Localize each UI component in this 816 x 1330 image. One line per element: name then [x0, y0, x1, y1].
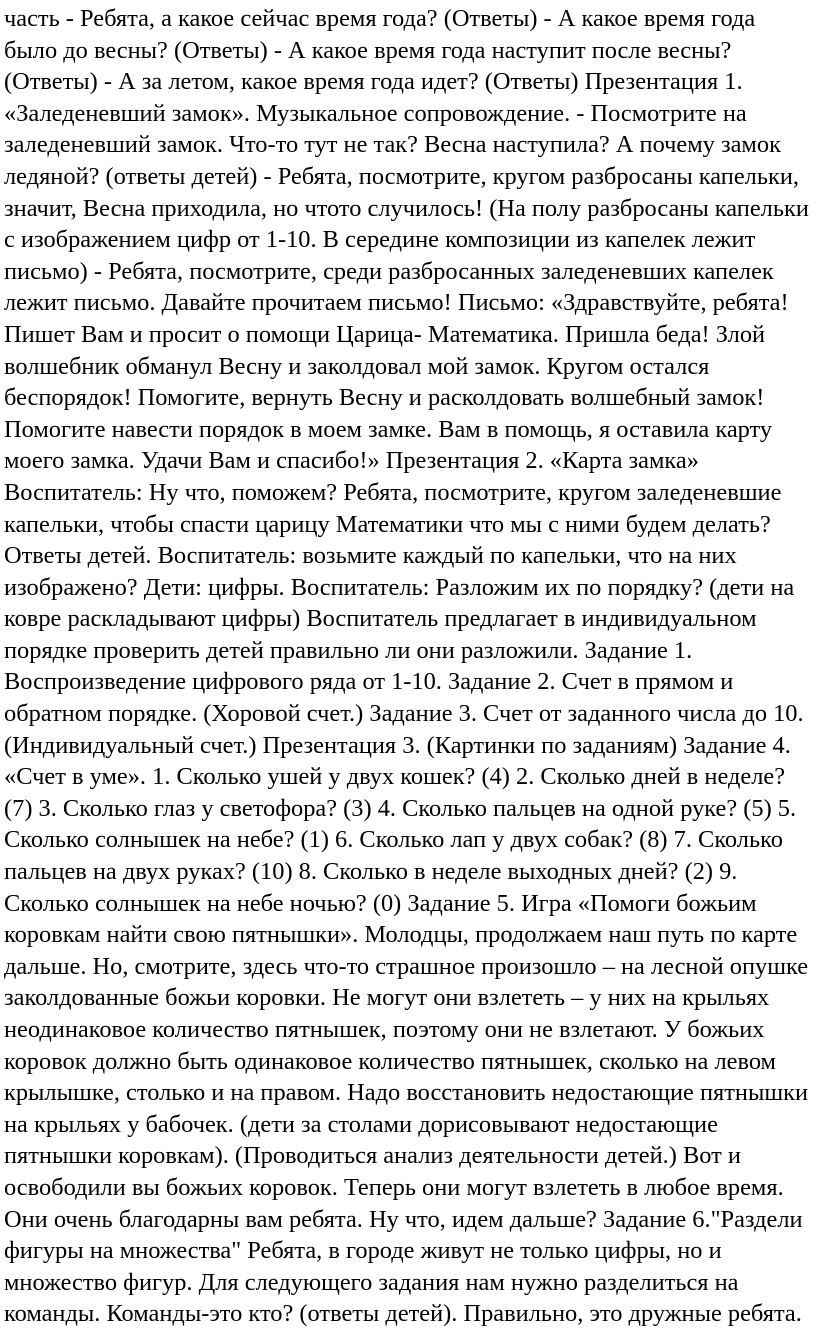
text-line: Ответы детей. Воспитатель: возьмите каждый по капельки, что на них [4, 542, 737, 570]
text-line: заколдованные божьи коровки. Не могут они взлететь – у них на крыльях [4, 984, 770, 1012]
text-line: пятнышки коровкам). (Проводиться анализ деятельности детей.) Вот и [4, 1142, 741, 1170]
text-line: Воспитатель: Ну что, поможем? Ребята, посмотрите, кругом заледеневшие [4, 478, 782, 506]
text-line: освободили вы божьих коровок. Теперь они могут взлететь в любое время. [4, 1173, 784, 1201]
text-line: Воспроизведение цифрового ряда от 1-10. Задание 2. Счет в прямом и [4, 668, 734, 696]
text-line: обратном порядке. (Хоровой счет.) Задание 3. Счет от заданного числа до 10. [4, 700, 804, 728]
text-line: крылышке, столько и на правом. Надо восстановить недостающие пятнышки [4, 1079, 809, 1107]
text-line: пальцев на двух руках? (10) 8. Сколько в неделе выходных дней? (2) 9. [4, 858, 738, 886]
text-line: (Ответы) - А за летом, какое время года идет? (Ответы) Презентация 1. [4, 68, 743, 96]
text-line: было до весны? (Ответы) - А какое время года наступит после весны? [4, 36, 732, 64]
text-line: волшебник обманул Весну и заколдовал мой замок. Кругом остался [4, 352, 710, 380]
text-line: (Индивидуальный счет.) Презентация 3. (Картинки по заданиям) Задание 4. [4, 731, 791, 759]
text-line: значит, Весна приходила, но чтото случилось! (На полу разбросаны капельки [4, 194, 809, 222]
text-line: порядке проверить детей правильно ли они разложили. Задание 1. [4, 636, 693, 664]
text-line: дальше. Но, смотрите, здесь что-то страшное произошло – на лесной опушке [4, 952, 809, 980]
text-line: коровок должно быть одинаковое количество пятнышек, сколько на левом [4, 1047, 776, 1075]
text-line: ледяной? (ответы детей) - Ребята, посмотрите, кругом разбросаны капельки, [4, 162, 799, 190]
text-line: Сколько солнышек на небе ночью? (0) Задание 5. Игра «Помоги божьим [4, 889, 757, 917]
text-line: лежит письмо. Давайте прочитаем письмо! Письмо: «Здравствуйте, ребята! [4, 289, 789, 317]
text-line: Сколько солнышек на небе? (1) 6. Сколько лап у двух собак? (8) 7. Сколько [4, 826, 783, 854]
text-line: фигуры на множества" Ребята, в городе живут не только цифры, но и [4, 1237, 722, 1265]
text-line: «Заледеневший замок». Музыкальное сопровождение. - Посмотрите на [4, 99, 747, 127]
text-line: капельки, чтобы спасти царицу Математики что мы с ними будем делать? [4, 510, 771, 538]
text-line: на крыльях у бабочек. (дети за столами дорисовывают недостающие [4, 1110, 718, 1138]
text-line: с изображением цифр от 1-10. В середине композиции из капелек лежит [4, 226, 756, 254]
text-line: неодинаковое количество пятнышек, поэтому они не взлетают. У божьих [4, 1016, 765, 1043]
text-line: команды. Команды-это кто? (ответы детей). Правильно, это дружные ребята. [4, 1300, 802, 1328]
text-line: Пишет Вам и просит о помощи Царица- Математика. Пришла беда! Злой [4, 320, 766, 348]
text-line: заледеневший замок. Что-то тут не так? Весна наступила? А почему замок [4, 131, 781, 159]
text-line: Они очень благодарны вам ребята. Ну что, идем дальше? Задание 6."Раздели [4, 1205, 803, 1233]
text-line: часть - Ребята, а какое сейчас время года? (Ответы) - А какое время года [4, 5, 756, 32]
text-line: «Счет в уме». 1. Сколько ушей у двух кошек? (4) 2. Сколько дней в неделе? [4, 763, 786, 791]
text-line: (7) 3. Сколько глаз у светофора? (3) 4. Сколько пальцев на одной руке? (5) 5. [4, 794, 797, 822]
text-line: Помогите навести порядок в моем замке. Вам в помощь, я оставила карту [4, 415, 773, 443]
text-line: множество фигур. Для следующего задания нам нужно разделиться на [4, 1268, 739, 1296]
text-line: ковре раскладывают цифры) Воспитатель предлагает в индивидуальном [4, 605, 757, 633]
text-line: коровкам найти свою пятнышки». Молодцы, продолжаем наш путь по карте [4, 921, 798, 949]
text-line: изображено? Дети: цифры. Воспитатель: Разложим их по порядку? (дети на [4, 573, 795, 601]
text-line: моего замка. Удачи Вам и спасибо!» Презентация 2. «Карта замка» [4, 447, 699, 475]
text-line: беспорядок! Помогите, вернуть Весну и расколдовать волшебный замок! [4, 384, 765, 412]
text-line: письмо) - Ребята, посмотрите, среди разбросанных заледеневших капелек [4, 257, 774, 285]
document-body-text [4, 3, 816, 1330]
